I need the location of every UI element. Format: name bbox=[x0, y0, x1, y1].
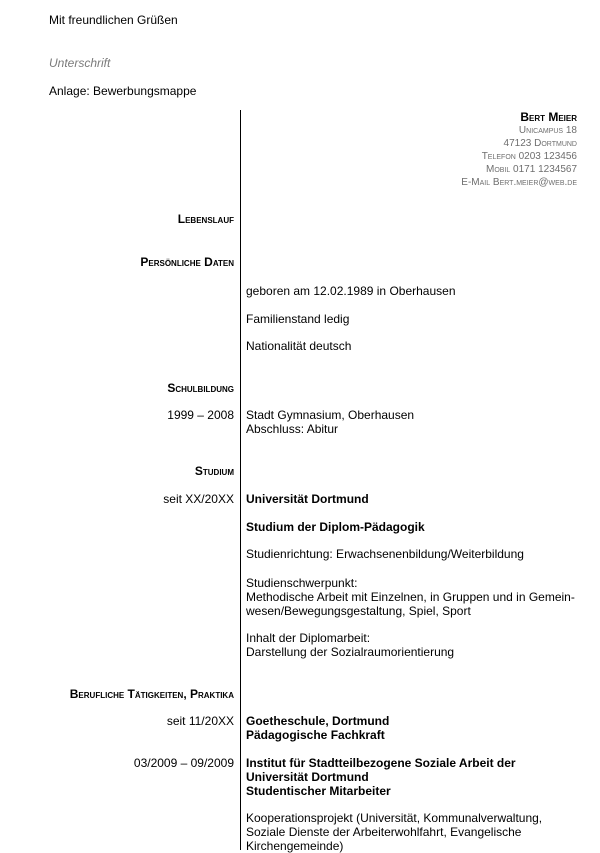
section-personal-heading: Persönliche Daten bbox=[140, 255, 234, 269]
section-study-heading: Studium bbox=[194, 464, 234, 478]
section-school-heading: Schulbildung bbox=[167, 381, 234, 395]
signature-placeholder: Unterschrift bbox=[49, 56, 111, 70]
job2-desc-3: Kirchengemeinde) bbox=[246, 839, 344, 853]
personal-nationality: Nationalität deutsch bbox=[246, 339, 352, 353]
job2-date: 03/2009 – 09/2009 bbox=[133, 756, 234, 770]
school-line-2: Abschluss: Abitur bbox=[246, 422, 339, 436]
column-divider bbox=[240, 110, 241, 850]
study-focus bbox=[246, 576, 586, 618]
job2-line-3: Studentischer Mitarbeiter bbox=[246, 784, 391, 798]
school-line-1: Stadt Gymnasium, Oberhausen bbox=[246, 408, 415, 422]
job1-employer: Goetheschule, Dortmund bbox=[246, 714, 390, 728]
school-date: 1999 – 2008 bbox=[167, 408, 234, 422]
letter-closing: Mit freundlichen Grüßen bbox=[49, 13, 178, 27]
study-focus-line-1: Methodische Arbeit mit Einzelnen, in Gruppen und in Gemein- bbox=[246, 590, 575, 604]
job2-line-1: Institut für Stadtteilbezogene Soziale Arbeit der bbox=[246, 756, 516, 770]
cv-title: Lebenslauf bbox=[177, 212, 234, 226]
attachment-note: Anlage: Bewerbungsmappe bbox=[49, 84, 197, 98]
study-university: Universität Dortmund bbox=[246, 492, 369, 506]
job1-entry bbox=[246, 714, 586, 742]
personal-born: geboren am 12.02.1989 in Oberhausen bbox=[246, 284, 456, 298]
study-thesis-text: Darstellung der Sozialraumorientierung bbox=[246, 645, 455, 659]
contact-block bbox=[461, 111, 577, 189]
contact-street: Unicampus 18 bbox=[518, 125, 577, 136]
job1-role: Pädagogische Fachkraft bbox=[246, 728, 385, 742]
job2-description bbox=[246, 811, 586, 853]
study-thesis bbox=[246, 631, 586, 659]
study-thesis-label: Inhalt der Diplomarbeit: bbox=[246, 631, 371, 645]
job2-desc-2: Soziale Dienste der Arbeiterwohlfahrt, Evangelische bbox=[246, 825, 522, 839]
contact-email: E-Mail Bert.meier@web.de bbox=[461, 177, 577, 188]
contact-mobile: Mobil 0171 1234567 bbox=[485, 164, 577, 175]
job2-line-2: Universität Dortmund bbox=[246, 770, 369, 784]
study-direction: Studienrichtung: Erwachsenenbildung/Weiterbildung bbox=[246, 547, 524, 561]
contact-phone: Telefon 0203 123456 bbox=[481, 151, 577, 162]
study-program: Studium der Diplom-Pädagogik bbox=[246, 520, 425, 534]
section-work-heading: Berufliche Tätigkeiten, Praktika bbox=[69, 687, 234, 701]
job1-date: seit 11/20XX bbox=[166, 714, 234, 728]
study-focus-label: Studienschwerpunkt: bbox=[246, 576, 358, 590]
study-focus-line-2: wesen/Bewegungsgestaltung, Spiel, Sport bbox=[246, 604, 471, 618]
contact-name: Bert Meier bbox=[520, 110, 577, 124]
personal-marital: Familienstand ledig bbox=[246, 312, 350, 326]
job2-desc-1: Kooperationsprojekt (Universität, Kommunalverwaltung, bbox=[246, 811, 543, 825]
contact-city: 47123 Dortmund bbox=[503, 138, 577, 149]
job2-entry bbox=[246, 756, 586, 798]
school-entry bbox=[246, 408, 586, 436]
study-date: seit XX/20XX bbox=[163, 492, 234, 506]
